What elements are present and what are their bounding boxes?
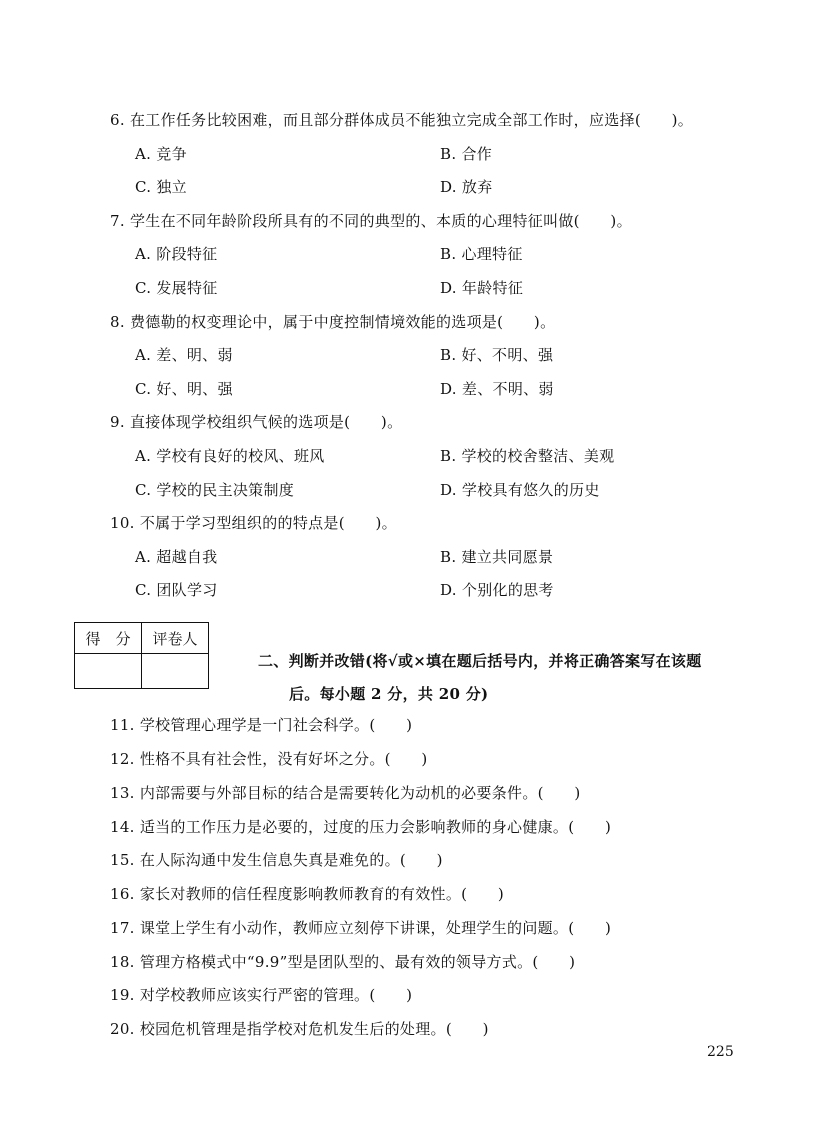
option-d: D. 差、不明、弱 <box>440 380 554 398</box>
option-d: D. 年龄特征 <box>440 279 524 297</box>
option-b: B. 学校的校舍整洁、美观 <box>440 447 615 465</box>
option-d: D. 个别化的思考 <box>440 581 554 599</box>
tf-question: 13. 内部需要与外部目标的结合是需要转化为动机的必要条件。( ) <box>110 784 581 802</box>
section-title-line1: 二、判断并改错(将√或×填在题后括号内，并将正确答案写在该题 <box>258 652 702 670</box>
option-a: A. 竞争 <box>135 145 187 163</box>
option-b: B. 好、不明、强 <box>440 346 554 364</box>
score-label: 得 分 <box>75 623 142 654</box>
tf-question: 11. 学校管理心理学是一门社会科学。( ) <box>110 716 413 734</box>
grader-cell <box>142 654 209 689</box>
option-a: A. 差、明、弱 <box>135 346 233 364</box>
option-c: C. 学校的民主决策制度 <box>135 481 295 499</box>
section-title-line2: 后。每小题 2 分，共 20 分) <box>289 685 489 703</box>
grader-label: 评卷人 <box>142 623 209 654</box>
option-b: B. 建立共同愿景 <box>440 548 554 566</box>
question-stem: 9. 直接体现学校组织气候的选项是( )。 <box>110 413 403 431</box>
page-number: 225 <box>707 1044 734 1060</box>
option-d: D. 放弃 <box>440 178 493 196</box>
tf-question: 14. 适当的工作压力是必要的，过度的压力会影响教师的身心健康。( ) <box>110 818 612 836</box>
option-a: A. 学校有良好的校风、班风 <box>135 447 325 465</box>
tf-question: 17. 课堂上学生有小动作，教师应立刻停下讲课，处理学生的问题。( ) <box>110 919 612 937</box>
option-c: C. 独立 <box>135 178 187 196</box>
option-d: D. 学校具有悠久的历史 <box>440 481 600 499</box>
tf-question: 16. 家长对教师的信任程度影响教师教育的有效性。( ) <box>110 885 505 903</box>
option-c: C. 发展特征 <box>135 279 218 297</box>
score-cell <box>75 654 142 689</box>
option-c: C. 好、明、强 <box>135 380 233 398</box>
tf-question: 18. 管理方格模式中“9.9”型是团队型的、最有效的领导方式。( ) <box>110 953 576 971</box>
tf-question: 20. 校园危机管理是指学校对危机发生后的处理。( ) <box>110 1020 489 1038</box>
tf-question: 19. 对学校教师应该实行严密的管理。( ) <box>110 986 413 1004</box>
question-stem: 10. 不属于学习型组织的的特点是( )。 <box>110 514 397 532</box>
tf-question: 12. 性格不具有社会性，没有好坏之分。( ) <box>110 750 428 768</box>
score-box <box>74 622 209 689</box>
option-a: A. 阶段特征 <box>135 245 218 263</box>
option-b: B. 合作 <box>440 145 493 163</box>
question-stem: 6. 在工作任务比较困难，而且部分群体成员不能独立完成全部工作时，应选择( )。 <box>110 111 694 129</box>
tf-question: 15. 在人际沟通中发生信息失真是难免的。( ) <box>110 851 443 869</box>
option-b: B. 心理特征 <box>440 245 523 263</box>
question-stem: 7. 学生在不同年龄阶段所具有的不同的典型的、本质的心理特征叫做( )。 <box>110 212 632 230</box>
option-c: C. 团队学习 <box>135 581 218 599</box>
question-stem: 8. 费德勒的权变理论中，属于中度控制情境效能的选项是( )。 <box>110 313 556 331</box>
option-a: A. 超越自我 <box>135 548 218 566</box>
